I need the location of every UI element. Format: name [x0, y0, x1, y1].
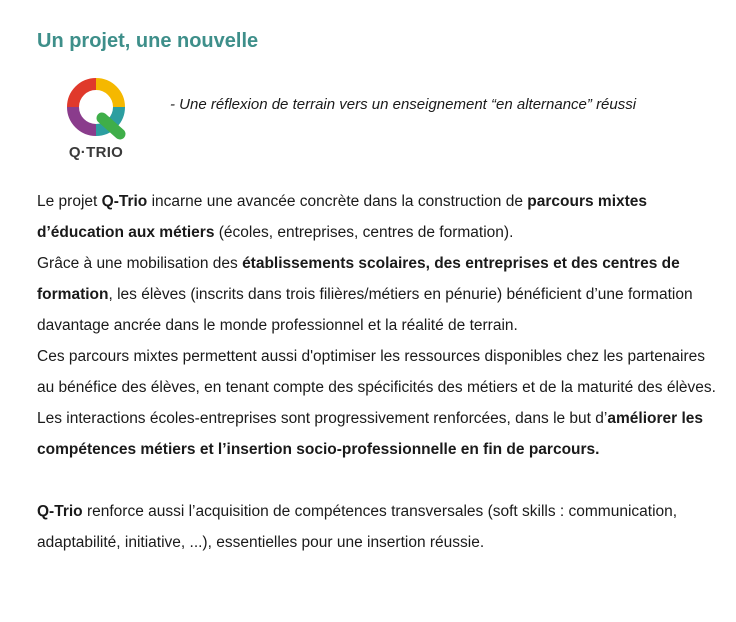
paragraph-parcours [37, 341, 717, 465]
page-title: Un projet, une nouvelle [37, 30, 259, 52]
highlight-text: parcours mixtes d’éducation aux métiers [37, 193, 648, 241]
article-body [37, 186, 717, 558]
text-run: renforce aussi l’acquisition de compétences transversales (soft skills : communication, adaptabilité, initiative, ...), essentielles pour une insertion réussie. [37, 503, 678, 551]
text-run: Le projet [37, 193, 102, 210]
project-name: Q-Trio [101, 193, 148, 210]
tagline: - Une réflexion de terrain vers un enseignement “en alternance” réussi [170, 96, 637, 113]
q-trio-logo-icon [58, 74, 134, 140]
highlight-text: améliorer les compétences métiers et l’insertion socio-professionnelle en fin de parcours. [37, 410, 704, 458]
text-run: incarne une avancée concrète dans la construction de [147, 193, 528, 210]
text-run: Grâce à une mobilisation des [37, 255, 243, 272]
q-trio-logo [58, 74, 134, 164]
paragraph-mobilisation [37, 248, 717, 341]
paragraph-spacer [37, 465, 717, 496]
text-run: Ces parcours mixtes permettent aussi d'optimiser les ressources disponibles chez les partenaires au bénéfice des élèves, en tenant compte des spécificités des métiers et de la maturité des élèves. Les interactions écoles-entreprises sont progressivement renforcées, dans le but d’ [37, 348, 716, 427]
text-run: (écoles, entreprises, centres de formation). [214, 224, 514, 241]
paragraph-soft-skills [37, 496, 717, 558]
text-run: , les élèves (inscrits dans trois filières/métiers en pénurie) bénéficient d’une formation davantage ancrée dans le monde professionnel et la réalité de terrain. [37, 286, 693, 334]
project-name: Q-Trio [37, 503, 83, 520]
paragraph-intro [37, 186, 717, 248]
highlight-text: établissements scolaires, des entreprises et des centres de formation [37, 255, 680, 303]
logo-wordmark: Q·TRIO [68, 144, 124, 161]
